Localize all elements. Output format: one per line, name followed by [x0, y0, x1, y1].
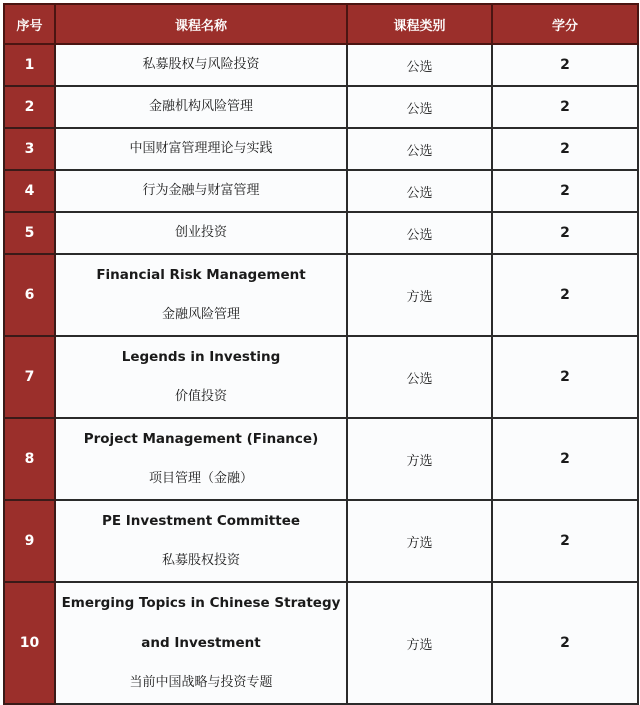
course-category: 公选 — [347, 86, 492, 128]
course-name-zh: 创业投资 — [174, 225, 227, 240]
course-name-en: Financial Risk Management — [96, 267, 306, 283]
course-category: 公选 — [347, 336, 492, 418]
course-credit: 2 — [492, 582, 638, 704]
course-name — [55, 418, 347, 500]
course-name-en-line1: Emerging Topics in Chinese Strategy — [61, 595, 341, 611]
course-name — [55, 44, 347, 86]
row-index: 2 — [4, 86, 55, 128]
course-name-zh: 行为金融与财富管理 — [142, 183, 260, 198]
course-category: 方选 — [347, 582, 492, 704]
course-credit: 2 — [492, 212, 638, 254]
row-index: 4 — [4, 170, 55, 212]
course-name-zh: 金融风险管理 — [161, 307, 240, 322]
course-category: 公选 — [347, 128, 492, 170]
course-name-zh: 中国财富管理理论与实践 — [129, 141, 273, 156]
table-row — [4, 500, 638, 582]
table-row — [4, 254, 638, 336]
header-row — [4, 4, 638, 44]
course-category: 方选 — [347, 418, 492, 500]
table-row — [4, 582, 638, 704]
course-name-zh: 私募股权与风险投资 — [142, 57, 260, 72]
table-row — [4, 44, 638, 86]
course-credit: 2 — [492, 500, 638, 582]
header-credit: 学分 — [492, 4, 638, 44]
course-name-zh: 价值投资 — [174, 389, 227, 404]
row-index: 6 — [4, 254, 55, 336]
row-index: 3 — [4, 128, 55, 170]
table-row — [4, 418, 638, 500]
table-row — [4, 336, 638, 418]
row-index: 8 — [4, 418, 55, 500]
row-index: 9 — [4, 500, 55, 582]
course-credit: 2 — [492, 44, 638, 86]
course-name-en: Legends in Investing — [121, 349, 281, 365]
course-name — [55, 128, 347, 170]
table-row — [4, 128, 638, 170]
course-category: 公选 — [347, 170, 492, 212]
course-name-zh: 项目管理（金融） — [148, 471, 253, 486]
course-category: 公选 — [347, 44, 492, 86]
course-name — [55, 212, 347, 254]
course-name — [55, 336, 347, 418]
course-credit: 2 — [492, 336, 638, 418]
table-row — [4, 212, 638, 254]
course-credit: 2 — [492, 254, 638, 336]
header-course-name: 课程名称 — [55, 4, 347, 44]
header-index: 序号 — [4, 4, 55, 44]
course-name-zh: 金融机构风险管理 — [148, 99, 253, 114]
course-category: 方选 — [347, 500, 492, 582]
header-course-category: 课程类别 — [347, 4, 492, 44]
table-row — [4, 170, 638, 212]
course-category: 方选 — [347, 254, 492, 336]
course-credit: 2 — [492, 418, 638, 500]
course-name — [55, 582, 347, 704]
row-index: 5 — [4, 212, 55, 254]
row-index: 1 — [4, 44, 55, 86]
course-category: 公选 — [347, 212, 492, 254]
course-name — [55, 170, 347, 212]
course-name-zh: 当前中国战略与投资专题 — [129, 675, 273, 690]
course-name-en-line2: and Investment — [141, 635, 261, 651]
course-credit: 2 — [492, 86, 638, 128]
course-credit: 2 — [492, 170, 638, 212]
course-name — [55, 254, 347, 336]
course-name-en: Project Management (Finance) — [83, 431, 319, 447]
course-name-zh: 私募股权投资 — [161, 553, 240, 568]
course-name — [55, 500, 347, 582]
course-table — [3, 3, 639, 705]
row-index: 7 — [4, 336, 55, 418]
table-row — [4, 86, 638, 128]
course-name — [55, 86, 347, 128]
row-index: 10 — [4, 582, 55, 704]
course-name-en: PE Investment Committee — [101, 513, 301, 529]
course-credit: 2 — [492, 128, 638, 170]
